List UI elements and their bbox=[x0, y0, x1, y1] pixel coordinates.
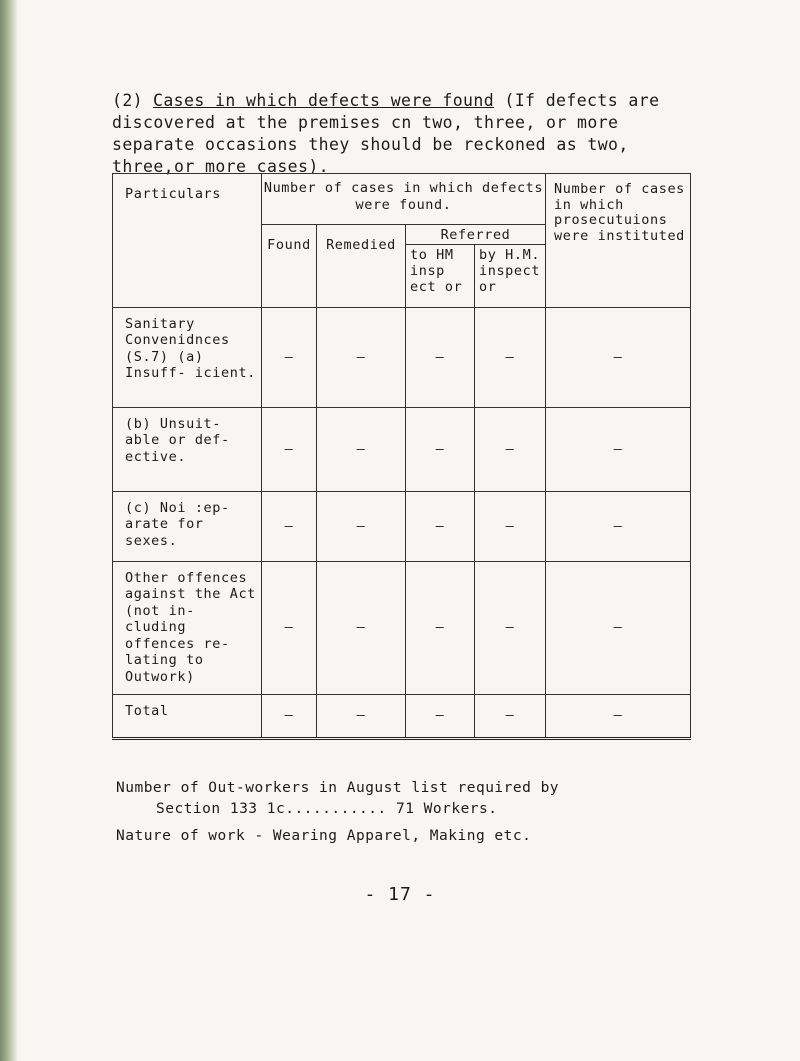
cell-remedied: – bbox=[317, 491, 406, 561]
header-to-hm-inspector: to HM insp ect or bbox=[406, 244, 475, 307]
row-label: (b) Unsuit- able or def- ective. bbox=[113, 407, 262, 491]
cell-by-hm: – bbox=[475, 694, 546, 738]
cell-to-hm: – bbox=[406, 307, 475, 407]
cell-prosecutions: – bbox=[546, 561, 691, 694]
header-particulars: Particulars bbox=[113, 174, 262, 308]
cell-prosecutions: – bbox=[546, 307, 691, 407]
cell-found: – bbox=[262, 561, 317, 694]
heading-line1-rest: (If defects are bbox=[504, 91, 660, 110]
row-label: Other offences against the Act (not in- cluding offences re- lating to Outwork) bbox=[113, 561, 262, 694]
defects-table bbox=[112, 173, 691, 740]
table-row bbox=[113, 491, 691, 561]
table-row bbox=[113, 307, 691, 407]
cell-remedied: – bbox=[317, 694, 406, 738]
cell-to-hm: – bbox=[406, 407, 475, 491]
header-found: Found bbox=[262, 225, 317, 308]
heading-line3: separate occasions they should be reckoned as two, bbox=[112, 135, 629, 154]
row-label: (c) Noi :ep- arate for sexes. bbox=[113, 491, 262, 561]
cell-to-hm: – bbox=[406, 561, 475, 694]
header-referred: Referred bbox=[406, 225, 546, 245]
cell-remedied: – bbox=[317, 307, 406, 407]
table-row bbox=[113, 561, 691, 694]
cell-by-hm: – bbox=[475, 407, 546, 491]
table-row bbox=[113, 407, 691, 491]
cell-to-hm: – bbox=[406, 694, 475, 738]
outworkers-line2: Section 133 1c........... 71 Workers. bbox=[156, 801, 498, 817]
cell-found: – bbox=[262, 694, 317, 738]
cell-to-hm: – bbox=[406, 491, 475, 561]
outworkers-note bbox=[112, 778, 752, 847]
cell-found: – bbox=[262, 491, 317, 561]
cell-found: – bbox=[262, 307, 317, 407]
cell-by-hm: – bbox=[475, 307, 546, 407]
row-label-total: Total bbox=[113, 694, 262, 738]
cell-prosecutions: – bbox=[546, 694, 691, 738]
cell-by-hm: – bbox=[475, 491, 546, 561]
table-row-total bbox=[113, 694, 691, 738]
outworkers-line1: Number of Out-workers in August list required by bbox=[116, 780, 560, 796]
section-number: (2) bbox=[112, 91, 144, 110]
cell-found: – bbox=[262, 407, 317, 491]
cell-prosecutions: – bbox=[546, 407, 691, 491]
cell-by-hm: – bbox=[475, 561, 546, 694]
section-heading bbox=[112, 90, 712, 178]
header-prosecutions: Number of cases in which prosecutuions were instituted bbox=[546, 174, 691, 308]
cell-remedied: – bbox=[317, 407, 406, 491]
row-label: Sanitary Convenidnces (S.7) (a) Insuff- icient. bbox=[113, 307, 262, 407]
heading-line4: three,or more cases). bbox=[112, 157, 330, 176]
heading-line2: discovered at the premises cn two, three, or more bbox=[112, 113, 619, 132]
cell-prosecutions: – bbox=[546, 491, 691, 561]
cell-remedied: – bbox=[317, 561, 406, 694]
section-title: Cases in which defects were found bbox=[153, 91, 495, 110]
nature-of-work: Nature of work - Wearing Apparel, Making etc. bbox=[116, 828, 532, 844]
header-remedied: Remedied bbox=[317, 225, 406, 308]
page-number: - 17 - bbox=[364, 884, 436, 905]
header-by-hm-inspector: by H.M. inspect or bbox=[475, 244, 546, 307]
header-cases-found: Number of cases in which defects were found. bbox=[262, 174, 546, 225]
